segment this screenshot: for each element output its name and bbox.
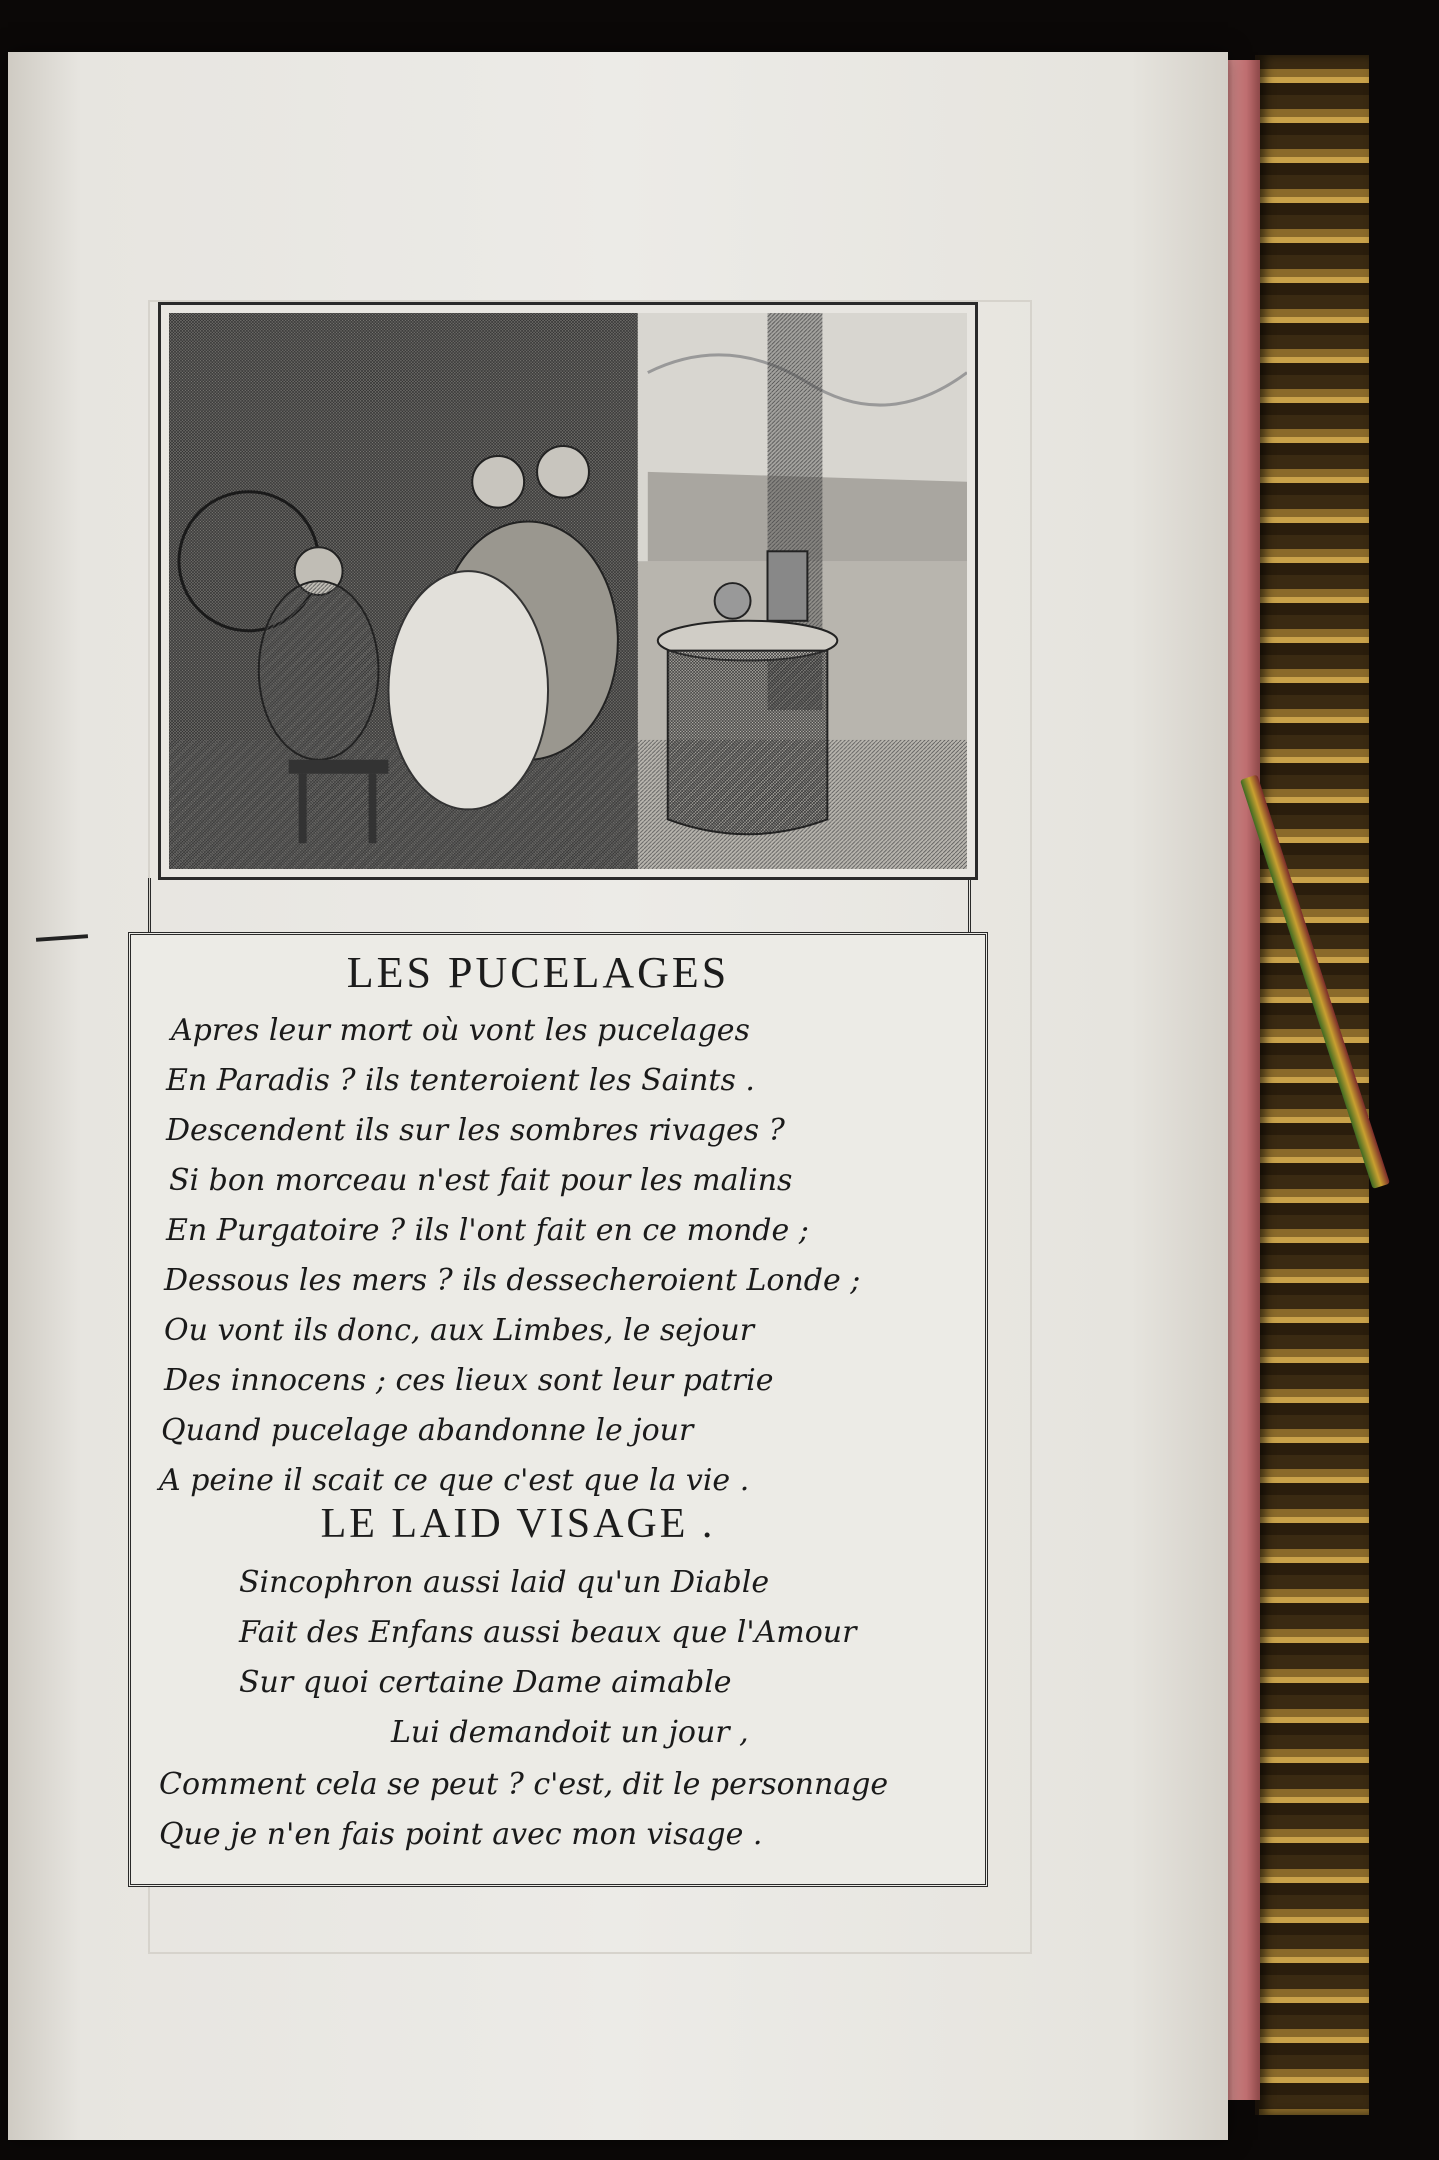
poem-title-2: LE LAID VISAGE .	[320, 1501, 716, 1547]
poem-2-line: Sur quoi certaine Dame aimable	[239, 1665, 732, 1700]
poem-2-line: Comment cela se peut ? c'est, dit le personnage	[159, 1767, 889, 1802]
poem-1-line: Apres leur mort où vont les pucelages	[171, 1013, 750, 1048]
poem-2-line: Que je n'en fais point avec mon visage .	[159, 1817, 763, 1852]
poem-1-line: Quand pucelage abandonne le jour	[161, 1413, 694, 1448]
poem-1-line: En Paradis ? ils tenteroient les Saints .	[166, 1063, 755, 1098]
poem-1-line: A peine il scait ce que c'est que la vie .	[159, 1463, 750, 1498]
poem-1-line: Si bon morceau n'est fait pour les malins	[169, 1163, 793, 1198]
poem-2-line: Sincophron aussi laid qu'un Diable	[239, 1565, 770, 1600]
poem-title-1: LES PUCELAGES	[346, 948, 730, 997]
poem-1-line: Ou vont ils donc, aux Limbes, le sejour	[164, 1313, 755, 1348]
engraving-illustration	[158, 302, 978, 880]
poem-2-line: Fait des Enfans aussi beaux que l'Amour	[239, 1615, 857, 1650]
poem-2-line: Lui demandoit un jour ,	[391, 1715, 749, 1750]
book-page	[8, 52, 1228, 2140]
poem-1-line: Dessous les mers ? ils dessecheroient Londe ;	[164, 1263, 861, 1298]
poem-1-line: En Purgatoire ? ils l'ont fait en ce monde ;	[166, 1213, 809, 1248]
poem-panel	[128, 932, 988, 1887]
margin-mark	[36, 934, 88, 942]
poem-1-line: Des innocens ; ces lieux sont leur patrie	[164, 1363, 774, 1398]
poem-1-line: Descendent ils sur les sombres rivages ?	[166, 1113, 785, 1148]
engraving-scene	[169, 313, 967, 869]
